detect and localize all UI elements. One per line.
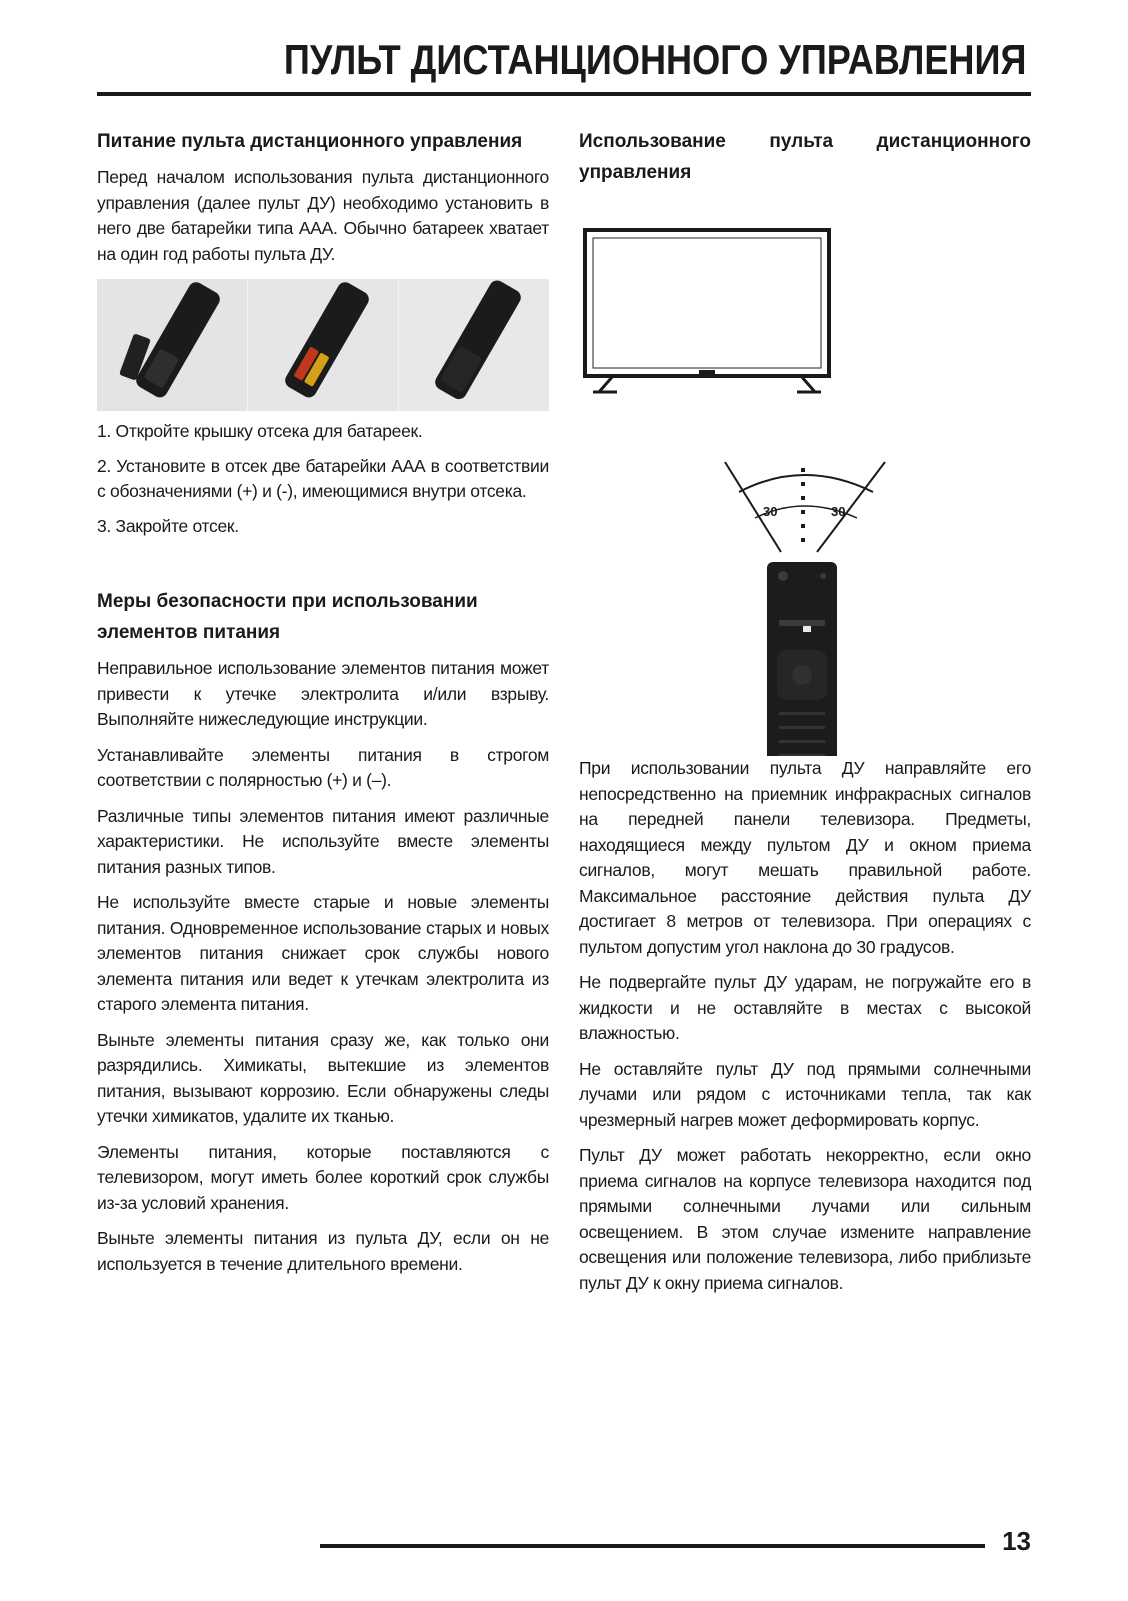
- remote-usage-figure: [579, 196, 1031, 756]
- page-number: 13: [1002, 1526, 1031, 1556]
- remote-illustration: [767, 562, 837, 756]
- step-3: 3. Закройте отсек.: [97, 515, 239, 536]
- photo-batteries-installed: [248, 279, 399, 411]
- footer-rule: [320, 1544, 985, 1548]
- safety-paragraph-4: Не используйте вместе старые и новые элементы питания. Одновременное использование старых и новых элементов питания снижает срок службы нового элемента питания или ведет к утечкам электролита из старого элемента питания.: [97, 892, 549, 1014]
- usage-paragraph-3: Не оставляйте пульт ДУ под прямыми солнечными лучами или рядом с источниками тепла, так как чрезмерный нагрев может деформировать корпус.: [579, 1058, 1031, 1130]
- usage-paragraph-2: Не подвергайте пульт ДУ ударам, не погружайте его в жидкости и не оставляйте в местах с высокой влажностью.: [579, 972, 1031, 1043]
- photo-cover-closed: [399, 279, 549, 411]
- step-2: 2. Установите в отсек две батарейки ААА в соответствии с обозначениями (+) и (-), имеющимися внутри отсека.: [97, 455, 549, 501]
- right-column: [579, 126, 1031, 1306]
- tv-illustration: [585, 230, 829, 392]
- title-rule: [97, 92, 1031, 96]
- angle-right-label: 30: [831, 504, 846, 519]
- safety-paragraph-2: Устанавливайте элементы питания в строгом соответствии с полярностью (+) и (–).: [97, 744, 549, 790]
- safety-paragraph-7: Выньте элементы питания из пульта ДУ, если он не используется в течение длительного времени.: [97, 1228, 549, 1274]
- power-paragraph: Перед началом использования пульта дистанционного управления (далее пульт ДУ) необходимо установить в него две батарейки типа ААА. Обычно батареек хватает на один год работы пульта ДУ.: [97, 167, 549, 264]
- angle-left-label: 30: [763, 504, 778, 519]
- usage-paragraph-1: При использовании пульта ДУ направляйте его непосредственно на приемник инфракрасных сигналов на передней панели телевизора. Предметы, находящиеся между пультом ДУ и окном приема сигналов, могут мешать правильной работе. Максимальное расстояние действия пульта ДУ достигает 8 метров от телевизора. При операциях с пультом допустим угол наклона до 30 градусов.: [579, 758, 1031, 957]
- safety-paragraph-5: Выньте элементы питания сразу же, как только они разрядились. Химикаты, вытекшие из элементов питания, вызывают коррозию. Если обнаружены следы утечки химикатов, удалите их тканью.: [97, 1029, 549, 1126]
- safety-paragraph-6: Элементы питания, которые поставляются с телевизором, могут иметь более короткий срок службы из-за условий хранения.: [97, 1141, 549, 1213]
- safety-paragraph-3: Различные типы элементов питания имеют различные характеристики. Не используйте вместе элементы питания разных типов.: [97, 805, 549, 877]
- battery-photos: [97, 279, 549, 411]
- power-heading: Питание пульта дистанционного управления: [97, 131, 523, 152]
- left-column: [97, 126, 549, 1287]
- photo-open-cover: [97, 279, 248, 411]
- usage-paragraph-4: Пульт ДУ может работать некорректно, если окно приема сигналов на корпусе телевизора находится под прямыми солнечными лучами или сильным освещением. В этом случае измените направление освещения или положение телевизора, либо приблизьте пульт ДУ к окну приема сигналов.: [579, 1145, 1031, 1293]
- step-1: 1. Откройте крышку отсека для батареек.: [97, 421, 423, 441]
- page-title: ПУЛЬТ ДИСТАНЦИОННОГО УПРАВЛЕНИЯ: [283, 36, 1026, 83]
- usage-heading: Использование пульта дистанционного управления: [579, 131, 1031, 183]
- safety-paragraph-1: Неправильное использование элементов питания может привести к утечке электролита и/или взрыву. Выполняйте нижеследующие инструкции.: [97, 658, 549, 729]
- safety-heading: Меры безопасности при использовании элементов питания: [97, 591, 478, 643]
